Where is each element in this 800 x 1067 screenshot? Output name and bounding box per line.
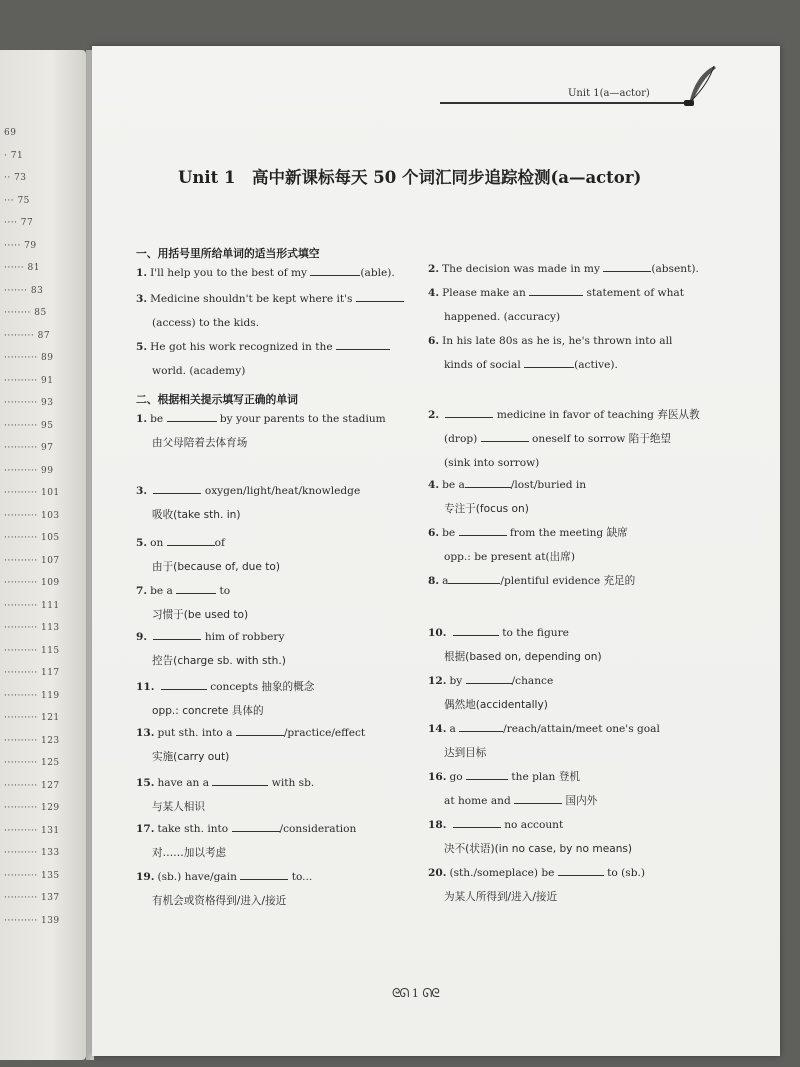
- answer-blank[interactable]: [466, 767, 508, 780]
- answer-blank[interactable]: [232, 819, 280, 832]
- left-page-number: ··· 75: [4, 195, 30, 206]
- s2-item-12: 12. by /chance: [428, 670, 553, 694]
- answer-blank[interactable]: [481, 429, 529, 442]
- answer-blank[interactable]: [153, 627, 201, 640]
- s1-item-5-cont: world. (academy): [152, 365, 246, 377]
- answer-blank[interactable]: [558, 863, 604, 876]
- s2-item-20: 20. (sth./someplace) be to (sb.): [428, 862, 645, 886]
- answer-blank[interactable]: [448, 571, 500, 584]
- quill-pen-icon: [684, 64, 718, 110]
- s2-item-9-hint: 控告(charge sb. with sth.): [152, 655, 286, 667]
- left-page-number: ·········· 101: [4, 488, 60, 498]
- s2-item-15: 15. have an a with sb.: [136, 772, 314, 796]
- page-number: 1: [411, 987, 419, 1000]
- answer-blank[interactable]: [153, 481, 201, 494]
- scroll-ornament-right-icon: ᘏᘓ: [422, 986, 439, 1000]
- left-page-number: ·········· 97: [4, 443, 54, 453]
- answer-blank[interactable]: [529, 283, 583, 296]
- s2-item-9: 9. him of robbery: [136, 626, 284, 650]
- answer-blank[interactable]: [459, 523, 507, 536]
- s2-item-7: 7. be a to: [136, 580, 230, 604]
- s2-item-7-hint: 习惯于(be used to): [152, 609, 249, 621]
- s2-item-15-hint: 与某人相识: [152, 801, 205, 813]
- s2-item-5: 5. on of: [136, 532, 225, 556]
- left-page-number: ·········· 111: [4, 600, 60, 611]
- s2-item-19: 19. (sb.) have/gain to...: [136, 866, 312, 890]
- s2-item-5-hint: 由于(because of, due to): [152, 561, 281, 573]
- s2-item-12-hint: 偶然地(accidentally): [444, 699, 548, 711]
- s2-item-1-hint: 由父母陪着去体育场: [152, 437, 248, 449]
- left-page-number: ·········· 91: [4, 375, 54, 386]
- s1-item-1: 1. I'll help you to the best of my (able).: [136, 262, 395, 286]
- left-page-number: ·········· 103: [4, 510, 60, 521]
- left-page-number: ·········· 127: [4, 780, 60, 791]
- left-page-number: ·········· 117: [4, 668, 60, 678]
- s2-item-2-cont: (drop) oneself to sorrow 陷于绝望: [444, 428, 671, 452]
- s2-item-11: 11. concepts 抽象的概念: [136, 676, 314, 700]
- answer-blank[interactable]: [465, 475, 511, 488]
- s2-item-6: 6. be from the meeting 缺席: [428, 522, 628, 546]
- answer-blank[interactable]: [336, 337, 390, 350]
- worksheet-page: [92, 46, 780, 1056]
- left-page-number: ···· 77: [4, 218, 34, 228]
- left-page-number: ·········· 121: [4, 713, 60, 723]
- answer-blank[interactable]: [459, 719, 503, 732]
- s1-item-5: 5. He got his work recognized in the: [136, 336, 390, 360]
- s2-item-20-hint: 为某人所得到/进入/接近: [444, 891, 558, 903]
- s2-item-13-hint: 实施(carry out): [152, 751, 230, 763]
- answer-blank[interactable]: [167, 409, 217, 422]
- s1-item-3-cont: (access) to the kids.: [152, 317, 260, 329]
- s1-item-6-cont: kinds of social (active).: [444, 354, 618, 378]
- answer-blank[interactable]: [310, 263, 360, 276]
- s1-item-3: 3. Medicine shouldn't be kept where it's: [136, 288, 404, 312]
- s1-item-2: 2. The decision was made in my (absent).: [428, 258, 699, 282]
- left-page-number: ········ 85: [4, 308, 47, 318]
- s2-item-2-hint: (sink into sorrow): [444, 457, 540, 469]
- scroll-ornament-left-icon: ᘓᘏ: [392, 986, 409, 1000]
- answer-blank[interactable]: [176, 581, 216, 594]
- answer-blank[interactable]: [466, 671, 512, 684]
- answer-blank[interactable]: [212, 773, 268, 786]
- left-page-number: ······ 81: [4, 263, 40, 273]
- s2-item-3-hint: 吸收(take sth. in): [152, 509, 241, 521]
- left-page-number: ········· 87: [4, 330, 51, 341]
- s2-item-8: 8. a /plentiful evidence 充足的: [428, 570, 635, 594]
- left-page-number: ·········· 93: [4, 398, 54, 408]
- left-page-number: 69: [4, 128, 17, 138]
- s2-item-1: 1. be by your parents to the stadium: [136, 408, 386, 432]
- s2-item-11-hint: opp.: concrete 具体的: [152, 705, 264, 717]
- s2-item-2: 2. medicine in favor of teaching 弃医从教: [428, 404, 700, 428]
- left-page-number: ·········· 131: [4, 825, 60, 836]
- s2-item-14: 14. a /reach/attain/meet one's goal: [428, 718, 660, 742]
- answer-blank[interactable]: [514, 791, 562, 804]
- left-page-number: ·········· 125: [4, 758, 60, 768]
- s1-item-4: 4. Please make an statement of what: [428, 282, 684, 306]
- left-page-number: ·········· 129: [4, 803, 60, 813]
- answer-blank[interactable]: [356, 289, 404, 302]
- s2-item-18-hint: 决不(状语)(in no case, by no means): [444, 843, 633, 855]
- section1-heading: 一、用括号里所给单词的适当形式填空: [136, 247, 320, 260]
- left-page-number: ·········· 119: [4, 690, 60, 701]
- answer-blank[interactable]: [453, 623, 499, 636]
- left-page-number: ·········· 95: [4, 420, 54, 431]
- s2-item-13: 13. put sth. into a /practice/effect: [136, 722, 365, 746]
- s2-item-10-hint: 根据(based on, depending on): [444, 651, 602, 663]
- left-page-number: ·········· 99: [4, 465, 54, 476]
- left-page-number: ·········· 105: [4, 533, 60, 543]
- left-page-number: ·········· 115: [4, 645, 60, 656]
- left-page-number: ·········· 123: [4, 735, 60, 746]
- answer-blank[interactable]: [240, 867, 288, 880]
- section2-heading: 二、根据相关提示填写正确的单词: [136, 393, 298, 406]
- page-title: Unit 1 高中新课标每天 50 个词汇同步追踪检测(a—actor): [178, 168, 642, 187]
- left-page-number: · 71: [4, 150, 24, 161]
- left-page-number: ······· 83: [4, 285, 44, 296]
- left-page-number: ·········· 107: [4, 555, 60, 566]
- left-page-number: ·········· 133: [4, 848, 60, 858]
- page-footer: [392, 986, 439, 1001]
- left-page-number: ·········· 89: [4, 353, 54, 363]
- left-page-edge: [0, 50, 86, 1060]
- answer-blank[interactable]: [453, 815, 501, 828]
- answer-blank[interactable]: [524, 355, 574, 368]
- answer-blank[interactable]: [445, 405, 493, 418]
- s2-item-18: 18. no account: [428, 814, 563, 838]
- header-rule: [440, 102, 688, 104]
- s2-item-3: 3. oxygen/light/heat/knowledge: [136, 480, 360, 504]
- s1-item-4-cont: happened. (accuracy): [444, 311, 561, 323]
- left-page-number: ·········· 137: [4, 893, 60, 903]
- left-page-number: ·········· 135: [4, 870, 60, 881]
- left-page-number: ·········· 109: [4, 578, 60, 588]
- answer-blank[interactable]: [236, 723, 284, 736]
- s2-item-10: 10. to the figure: [428, 622, 569, 646]
- s2-item-17: 17. take sth. into /consideration: [136, 818, 356, 842]
- s2-item-17-hint: 对……加以考虑: [152, 847, 227, 859]
- answer-blank[interactable]: [603, 259, 651, 272]
- s2-item-16-cont: at home and 国内外: [444, 790, 597, 814]
- s2-item-6-hint: opp.: be present at(出席): [444, 551, 575, 563]
- left-page-number: ·········· 139: [4, 915, 60, 926]
- answer-blank[interactable]: [167, 533, 215, 546]
- answer-blank[interactable]: [161, 677, 207, 690]
- s2-item-19-hint: 有机会或资格得到/进入/接近: [152, 895, 287, 907]
- header-unit-tag: Unit 1(a—actor): [568, 88, 650, 99]
- s2-item-4-hint: 专注于(focus on): [444, 503, 529, 515]
- left-page-number: ·········· 113: [4, 623, 60, 633]
- left-page-number: ····· 79: [4, 240, 37, 251]
- s1-item-6: 6. In his late 80s as he is, he's thrown into all: [428, 335, 673, 347]
- s2-item-16: 16. go the plan 登机: [428, 766, 580, 790]
- s2-item-4: 4. be a /lost/buried in: [428, 474, 586, 498]
- s2-item-14-hint: 达到目标: [444, 747, 487, 759]
- left-page-number: ·· 73: [4, 173, 27, 183]
